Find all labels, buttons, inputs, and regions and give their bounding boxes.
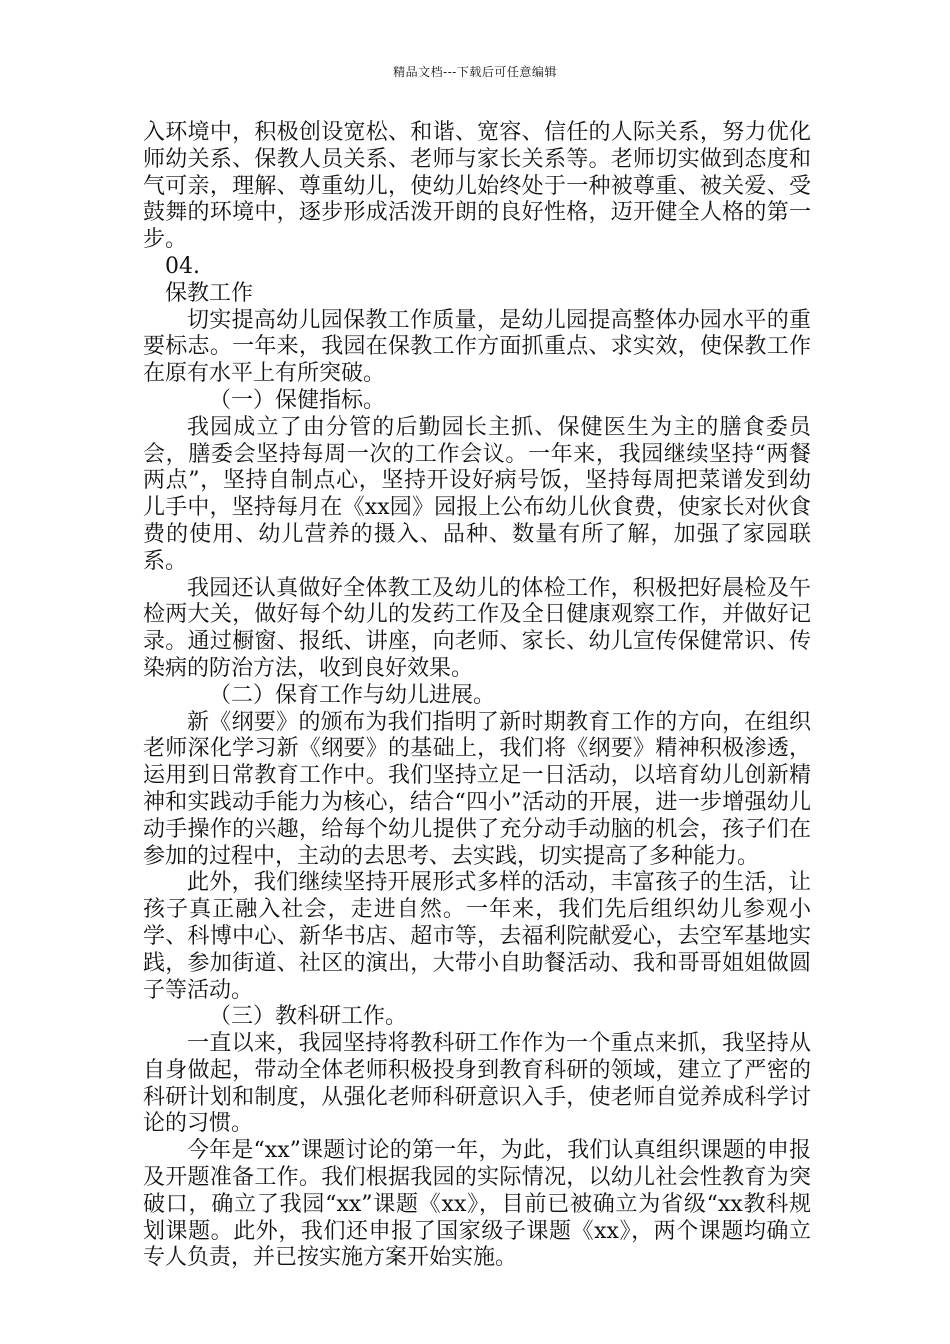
subsection-heading-health: （一）保健指标。 [209,387,386,413]
paragraph-meal-committee: 我园成立了由分管的后勤园长主抓、保健医生为主的膳食委员会，膳委会坚持每周一次的工作会议。一年来，我园继续坚持“两餐两点”，坚持自制点心，坚持开设好病号饭，坚持每周把菜谱发到幼儿手中，坚持每月在《xx园》园报上公布幼儿伙食费，使家长对伙食费的使用、幼儿营养的摄入、品种、数量有所了解，加强了家园联系。 [143,414,811,574]
section-title: 保教工作 [165,280,254,306]
paragraph-environment: 入环境中，积极创设宽松、和谐、宽容、信任的人际关系，努力优化师幼关系、保教人员关系、老师与家长关系等。老师切实做到态度和气可亲，理解、尊重幼儿，使幼儿始终处于一种被尊重、被关爱、受鼓舞的环境中，逐步形成活泼开朗的良好性格，迈开健全人格的第一步。 [143,120,811,253]
section-number: 04. [165,253,200,279]
paragraph-checkups: 我园还认真做好全体教工及幼儿的体检工作，积极把好晨检及午检两大关，做好每个幼儿的发药工作及全日健康观察工作，并做好记录。通过橱窗、报纸、讲座，向老师、家长、幼儿宣传保健常识、传染病的防治方法，收到良好效果。 [143,575,811,681]
page-header: 精品文档---下载后可任意编辑 [393,65,557,79]
paragraph-research: 一直以来，我园坚持将教科研工作作为一个重点来抓，我坚持从自身做起，带动全体老师积极投身到教育科研的领域，建立了严密的科研计划和制度，从强化老师科研意识入手，使老师自觉养成科学讨论的习惯。 [143,1031,811,1137]
paragraph-intro: 切实提高幼儿园保教工作质量，是幼儿园提高整体办园水平的重要标志。一年来，我园在保教工作方面抓重点、求实效，使保教工作在原有水平上有所突破。 [143,307,811,387]
paragraph-activities: 此外，我们继续坚持开展形式多样的活动，丰富孩子的生活，让孩子真正融入社会，走进自然。一年来，我们先后组织幼儿参观小学、科博中心、新华书店、超市等，去福利院献爱心，去空军基地实践，参加街道、社区的演出，大带小自助餐活动、我和哥哥姐姐做圆子等活动。 [143,870,811,1003]
subsection-heading-care: （二）保育工作与幼儿进展。 [209,682,496,708]
document-body [143,120,811,1272]
subsection-heading-research: （三）教科研工作。 [209,1004,408,1030]
paragraph-outline: 新《纲要》的颁布为我们指明了新时期教育工作的方向，在组织老师深化学习新《纲要》的基础上，我们将《纲要》精神积极渗透，运用到日常教育工作中。我们坚持立足一日活动，以培育幼儿创新精神和实践动手能力为核心，结合“四小”活动的开展，进一步增强幼儿动手操作的兴趣，给每个幼儿提供了充分动手动脑的机会，孩子们在参加的过程中，主动的去思考、去实践，切实提高了多种能力。 [143,709,811,869]
paragraph-projects: 今年是“xx”课题讨论的第一年，为此，我们认真组织课题的申报及开题准备工作。我们根据我园的实际情况，以幼儿社会性教育为突破口，确立了我园“xx”课题《xx》，目前已被确立为省级“xx教科规划课题。此外，我们还申报了国家级子课题《xx》，两个课题均确立专人负责，并已按实施方案开始实施。 [143,1138,811,1271]
